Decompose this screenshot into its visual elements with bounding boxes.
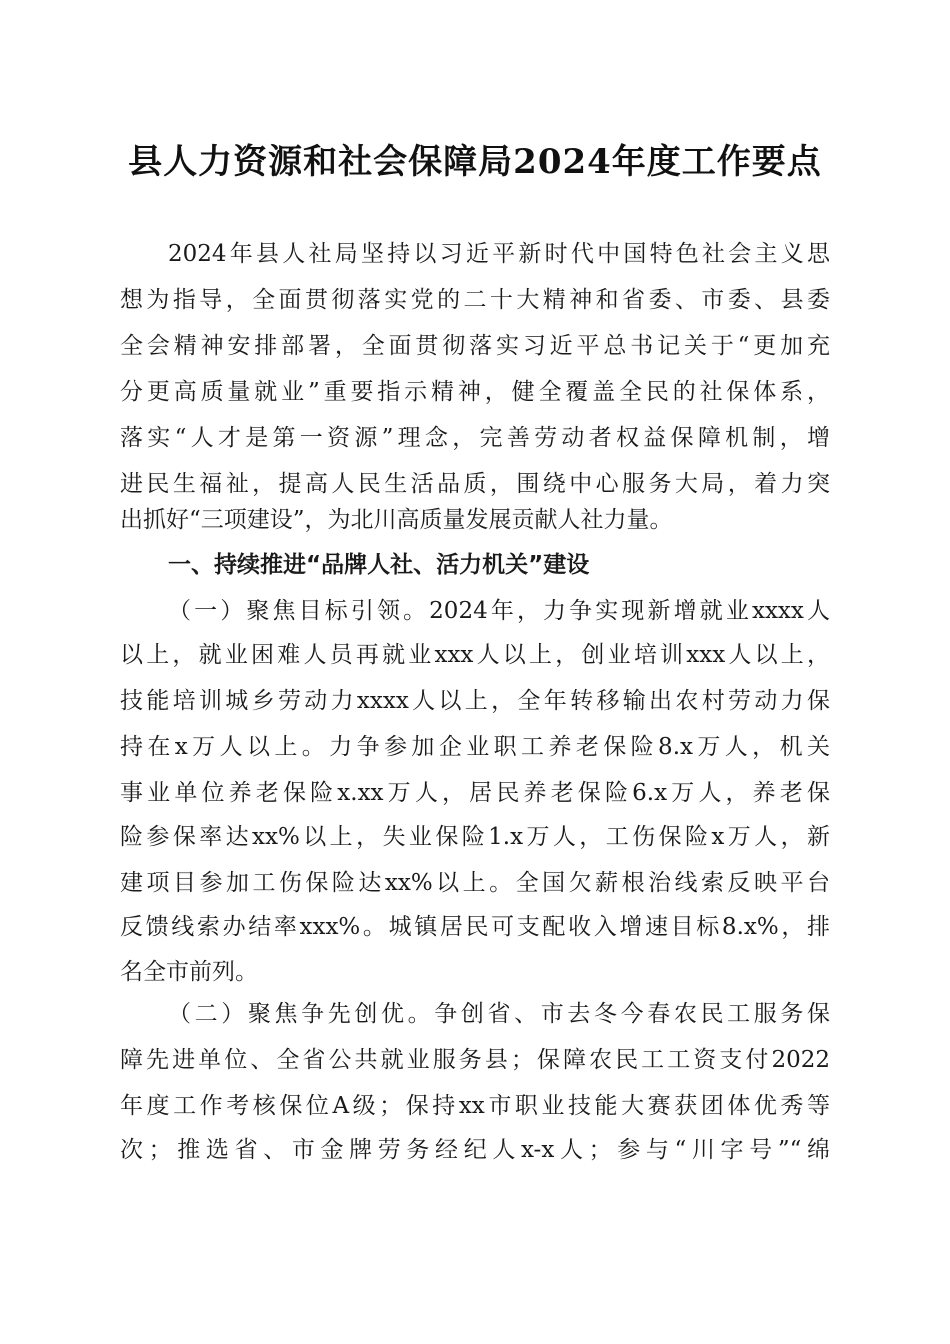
paragraph-line: 事业单位养老保险x.xx万人，居民养老保险6.x万人，养老保 (120, 780, 830, 806)
paragraph-line: 以上，就业困难人员再就业xxx人以上，创业培训xxx人以上， (120, 642, 830, 668)
intro-line: 想为指导，全面贯彻落实党的二十大精神和省委、市委、县委 (120, 287, 830, 313)
paragraph-line: 反馈线索办结率xxx%。城镇居民可支配收入增速目标8.x%，排 (120, 914, 830, 940)
paragraph-line: 险参保率达xx%以上，失业保险1.x万人，工伤保险x万人，新 (120, 824, 830, 850)
paragraph-line: （二）聚焦争先创优。争创省、市去冬今春农民工服务保 (168, 1001, 830, 1027)
paragraph-line: 名全市前列。 (120, 959, 258, 985)
intro-line: 全会精神安排部署，全面贯彻落实习近平总书记关于“更加充 (120, 333, 830, 359)
paragraph-line: 建项目参加工伤保险达xx%以上。全国欠薪根治线索反映平台 (120, 870, 830, 896)
intro-line: 出抓好“三项建设”，为北川高质量发展贡献人社力量。 (120, 507, 673, 533)
paragraph-line: 障先进单位、全省公共就业服务县；保障农民工工资支付2022 (120, 1047, 830, 1073)
section-heading: 一、持续推进“品牌人社、活力机关”建设 (168, 552, 590, 578)
paragraph-line: 持在x万人以上。力争参加企业职工养老保险8.x万人，机关 (120, 734, 830, 760)
paragraph-line: 技能培训城乡劳动力xxxx人以上，全年转移输出农村劳动力保 (120, 688, 830, 714)
intro-line: 2024年县人社局坚持以习近平新时代中国特色社会主义思 (168, 241, 830, 267)
intro-line: 分更高质量就业”重要指示精神，健全覆盖全民的社保体系， (120, 379, 830, 405)
intro-line: 落实“人才是第一资源”理念，完善劳动者权益保障机制，增 (120, 425, 830, 451)
intro-line: 进民生福祉，提高人民生活品质，围绕中心服务大局，着力突 (120, 471, 830, 497)
paragraph-line: 年度工作考核保位A级；保持xx市职业技能大赛获团体优秀等 (120, 1093, 830, 1119)
document-title: 县人力资源和社会保障局2024年度工作要点 (128, 142, 822, 182)
paragraph-line: 次；推选省、市金牌劳务经纪人x-x人；参与“川字号”“绵 (120, 1137, 830, 1163)
paragraph-line: （一）聚焦目标引领。2024年，力争实现新增就业xxxx人 (168, 598, 830, 624)
